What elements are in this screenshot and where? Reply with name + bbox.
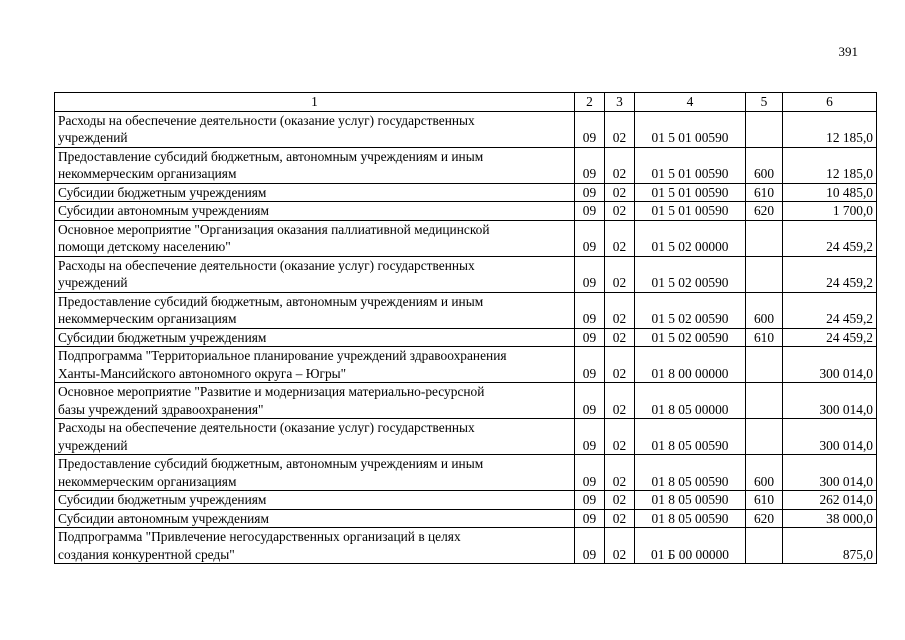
subsection-code: 02 [605, 455, 635, 491]
expense-type-code: 610 [746, 491, 783, 510]
table-row [55, 256, 877, 292]
item-name: Субсидии автономным учреждениям [55, 509, 575, 528]
expense-type-code: 620 [746, 202, 783, 221]
page-number: 391 [838, 44, 858, 59]
item-name: Субсидии бюджетным учреждениям [55, 183, 575, 202]
expense-type-code: 600 [746, 147, 783, 183]
header-col-1: 1 [55, 93, 575, 112]
target-article-code: 01 8 05 00590 [635, 491, 746, 510]
item-name: Подпрограмма "Привлечение негосударственных организаций в целях создания конкурентной среды" [55, 528, 575, 564]
subsection-code: 02 [605, 202, 635, 221]
expense-type-code: 600 [746, 455, 783, 491]
section-code: 09 [575, 419, 605, 455]
subsection-code: 02 [605, 111, 635, 147]
table-row [55, 347, 877, 383]
table-row [55, 419, 877, 455]
subsection-code: 02 [605, 528, 635, 564]
expense-type-code: 620 [746, 509, 783, 528]
expense-type-code [746, 347, 783, 383]
subsection-code: 02 [605, 509, 635, 528]
target-article-code: 01 5 02 00590 [635, 328, 746, 347]
table-row [55, 202, 877, 221]
item-name: Расходы на обеспечение деятельности (оказание услуг) государственных учреждений [55, 256, 575, 292]
item-name: Основное мероприятие "Организация оказания паллиативной медицинской помощи детскому населению" [55, 220, 575, 256]
header-col-4: 4 [635, 93, 746, 112]
expense-type-code [746, 111, 783, 147]
target-article-code: 01 8 05 00590 [635, 419, 746, 455]
target-article-code: 01 5 01 00590 [635, 202, 746, 221]
amount: 300 014,0 [783, 419, 877, 455]
section-code: 09 [575, 220, 605, 256]
expense-type-code [746, 528, 783, 564]
table-row [55, 292, 877, 328]
section-code: 09 [575, 256, 605, 292]
section-code: 09 [575, 328, 605, 347]
amount: 24 459,2 [783, 256, 877, 292]
subsection-code: 02 [605, 347, 635, 383]
section-code: 09 [575, 455, 605, 491]
table-row [55, 528, 877, 564]
subsection-code: 02 [605, 256, 635, 292]
amount: 24 459,2 [783, 220, 877, 256]
expense-type-code: 610 [746, 328, 783, 347]
section-code: 09 [575, 183, 605, 202]
target-article-code: 01 5 01 00590 [635, 183, 746, 202]
target-article-code: 01 5 02 00590 [635, 256, 746, 292]
section-code: 09 [575, 202, 605, 221]
expense-type-code: 610 [746, 183, 783, 202]
amount: 300 014,0 [783, 383, 877, 419]
target-article-code: 01 Б 00 00000 [635, 528, 746, 564]
table-row [55, 509, 877, 528]
header-row [55, 93, 877, 112]
item-name: Предоставление субсидий бюджетным, автономным учреждениям и иным некоммерческим организациям [55, 147, 575, 183]
section-code: 09 [575, 111, 605, 147]
subsection-code: 02 [605, 491, 635, 510]
budget-table [54, 92, 877, 564]
item-name: Субсидии автономным учреждениям [55, 202, 575, 221]
item-name: Предоставление субсидий бюджетным, автономным учреждениям и иным некоммерческим организациям [55, 455, 575, 491]
expense-type-code [746, 256, 783, 292]
subsection-code: 02 [605, 220, 635, 256]
subsection-code: 02 [605, 147, 635, 183]
target-article-code: 01 8 00 00000 [635, 347, 746, 383]
target-article-code: 01 5 02 00590 [635, 292, 746, 328]
item-name: Предоставление субсидий бюджетным, автономным учреждениям и иным некоммерческим организациям [55, 292, 575, 328]
subsection-code: 02 [605, 292, 635, 328]
subsection-code: 02 [605, 183, 635, 202]
table-row [55, 491, 877, 510]
amount: 1 700,0 [783, 202, 877, 221]
section-code: 09 [575, 383, 605, 419]
item-name: Расходы на обеспечение деятельности (оказание услуг) государственных учреждений [55, 419, 575, 455]
item-name: Подпрограмма "Территориальное планирование учреждений здравоохранения Ханты-Мансийского автономного округа – Югры" [55, 347, 575, 383]
amount: 38 000,0 [783, 509, 877, 528]
table-row [55, 328, 877, 347]
amount: 300 014,0 [783, 455, 877, 491]
subsection-code: 02 [605, 419, 635, 455]
target-article-code: 01 8 05 00590 [635, 509, 746, 528]
section-code: 09 [575, 147, 605, 183]
expense-type-code [746, 383, 783, 419]
table-row [55, 220, 877, 256]
amount: 24 459,2 [783, 328, 877, 347]
header-col-5: 5 [746, 93, 783, 112]
amount: 262 014,0 [783, 491, 877, 510]
section-code: 09 [575, 491, 605, 510]
target-article-code: 01 5 02 00000 [635, 220, 746, 256]
table-row [55, 111, 877, 147]
amount: 12 185,0 [783, 111, 877, 147]
table-row [55, 183, 877, 202]
item-name: Расходы на обеспечение деятельности (оказание услуг) государственных учреждений [55, 111, 575, 147]
target-article-code: 01 5 01 00590 [635, 147, 746, 183]
table-row [55, 455, 877, 491]
item-name: Субсидии бюджетным учреждениям [55, 491, 575, 510]
target-article-code: 01 8 05 00590 [635, 455, 746, 491]
section-code: 09 [575, 347, 605, 383]
header-col-6: 6 [783, 93, 877, 112]
subsection-code: 02 [605, 328, 635, 347]
header-col-2: 2 [575, 93, 605, 112]
target-article-code: 01 8 05 00000 [635, 383, 746, 419]
table-row [55, 147, 877, 183]
section-code: 09 [575, 292, 605, 328]
section-code: 09 [575, 528, 605, 564]
subsection-code: 02 [605, 383, 635, 419]
table-row [55, 383, 877, 419]
section-code: 09 [575, 509, 605, 528]
amount: 24 459,2 [783, 292, 877, 328]
expense-type-code [746, 220, 783, 256]
item-name: Субсидии бюджетным учреждениям [55, 328, 575, 347]
expense-type-code [746, 419, 783, 455]
target-article-code: 01 5 01 00590 [635, 111, 746, 147]
header-col-3: 3 [605, 93, 635, 112]
item-name: Основное мероприятие "Развитие и модернизация материально-ресурсной базы учреждений здравоохранения" [55, 383, 575, 419]
amount: 300 014,0 [783, 347, 877, 383]
amount: 875,0 [783, 528, 877, 564]
amount: 12 185,0 [783, 147, 877, 183]
amount: 10 485,0 [783, 183, 877, 202]
expense-type-code: 600 [746, 292, 783, 328]
